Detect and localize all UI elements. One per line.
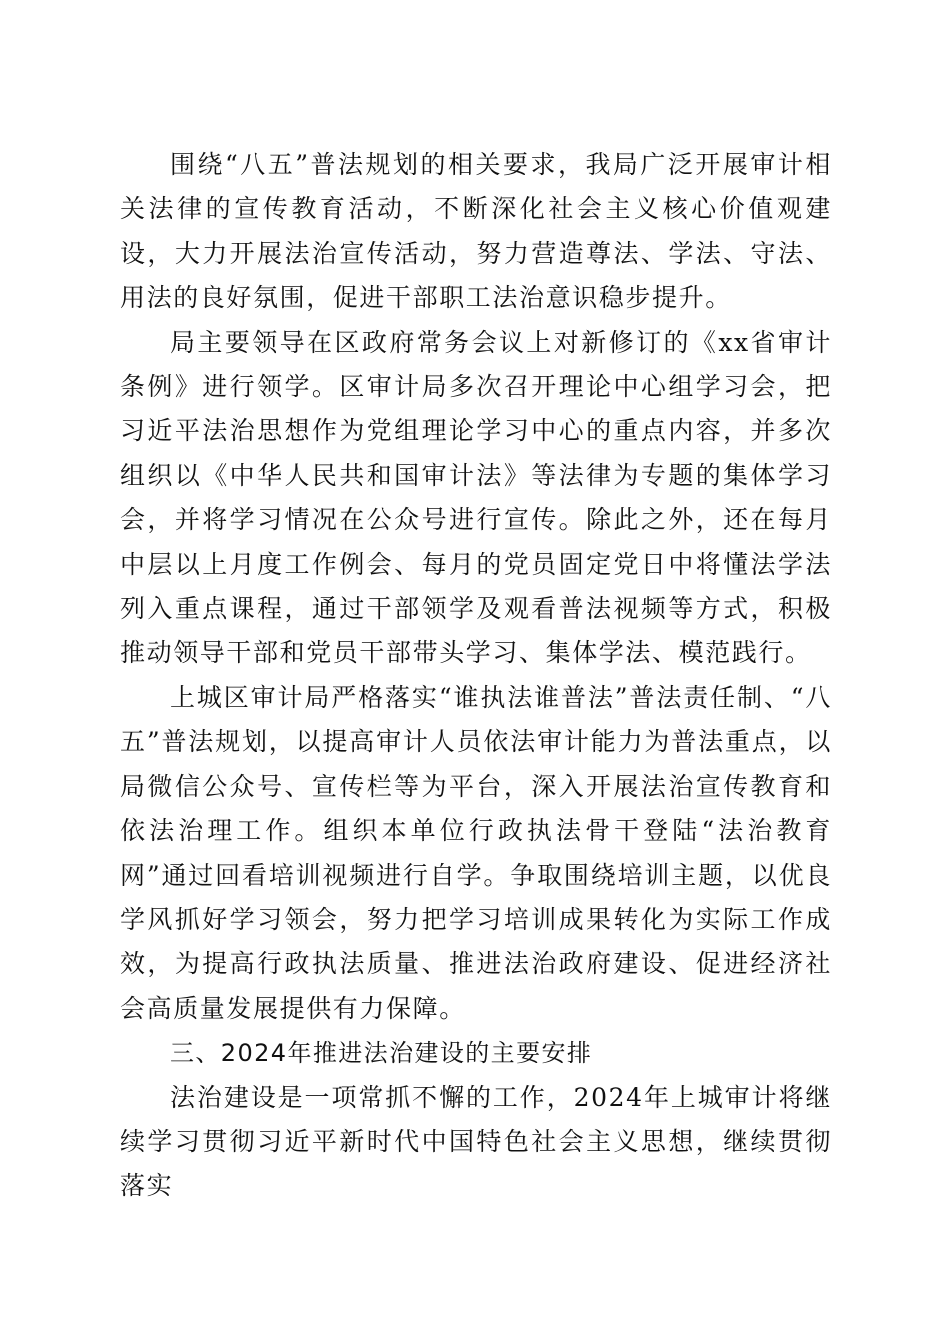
- section-heading: 三、2024年推进法治建设的主要安排: [170, 1039, 593, 1068]
- paragraph-legal-publicity: 围绕“八五”普法规划的相关要求，我局广泛开展审计相关法律的宣传教育活动，不断深化社会主义核心价值观建设，大力开展法治宣传活动，努力营造尊法、学法、守法、用法的良好氛围，促进干部职工法治意识稳步提升。: [120, 150, 832, 313]
- document-body: [120, 143, 832, 1209]
- paragraph-leadership-study: 局主要领导在区政府常务会议上对新修订的《xx省审计条例》进行领学。区审计局多次召开理论中心组学习会，把习近平法治思想作为党组理论学习中心的重点内容，并多次组织以《中华人民共和国审计法》等法律为专题的集体学习会，并将学习情况在公众号进行宣传。除此之外，还在每月中层以上月度工作例会、每月的党员固定党日中将懂法学法列入重点课程，通过干部领学及观看普法视频等方式，积极推动领导干部和党员干部带头学习、集体学法、模范践行。: [120, 327, 832, 668]
- paragraph-2024-plan: 法治建设是一项常抓不懈的工作，2024年上城审计将继续学习贯彻习近平新时代中国特色社会主义思想，继续贯彻落实: [120, 1082, 832, 1201]
- paragraph-responsibility-system: 上城区审计局严格落实“谁执法谁普法”普法责任制、“八五”普法规划，以提高审计人员依法审计能力为普法重点，以局微信公众号、宣传栏等为平台，深入开展法治宣传教育和依法治理工作。组织本单位行政执法骨干登陆“法治教育网”通过回看培训视频进行自学。争取围绕培训主题，以优良学风抓好学习领会，努力把学习培训成果转化为实际工作成效，为提高行政执法质量、推进法治政府建设、促进经济社会高质量发展提供有力保障。: [120, 682, 832, 1023]
